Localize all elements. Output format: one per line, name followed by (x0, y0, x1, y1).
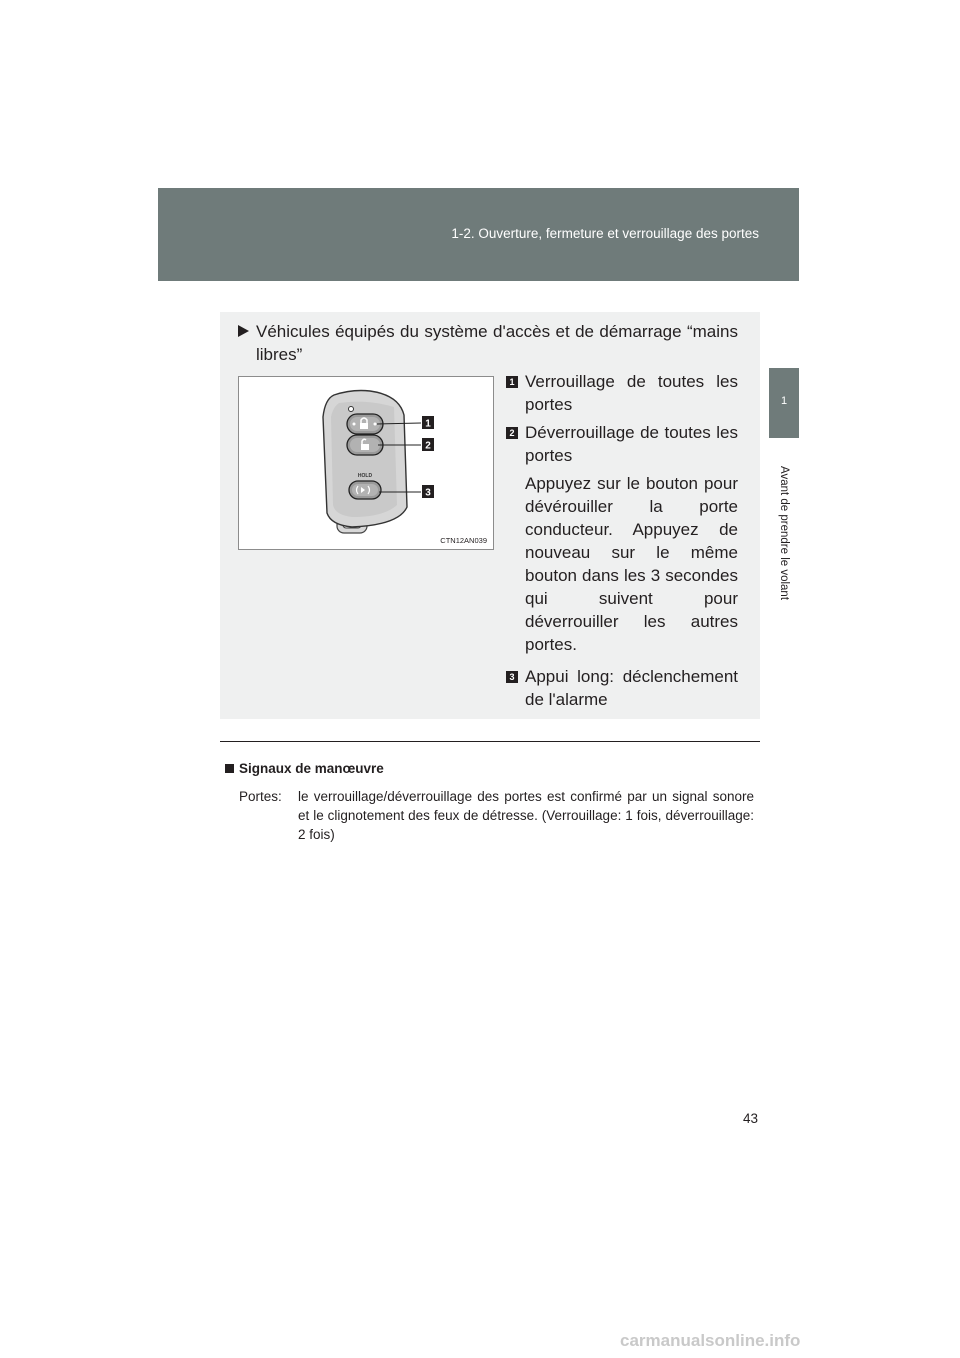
item-text: Appui long: déclenchement de l'alarme (525, 667, 738, 709)
description-list (509, 370, 738, 711)
note-label: Portes: (239, 789, 282, 804)
triangle-marker-icon (238, 325, 249, 337)
item-number: 2 (506, 427, 518, 439)
figure-code: CTN12AN039 (440, 536, 487, 545)
page-number: 43 (743, 1111, 759, 1126)
chapter-tab (769, 368, 799, 438)
section-title: 1-2. Ouverture, fermeture et verrouillage des portes (451, 226, 759, 241)
item-text: Verrouillage de toutes les portes (525, 372, 738, 414)
key-fob-figure (238, 376, 494, 550)
chapter-number: 1 (780, 395, 788, 407)
list-item (509, 421, 738, 656)
square-marker-icon (225, 764, 234, 773)
callout-2: 2 (425, 440, 431, 452)
chapter-label: Avant de prendre le volant (778, 465, 790, 601)
callout-3: 3 (425, 487, 431, 499)
hold-label: HOLD (357, 473, 373, 479)
list-item (509, 665, 738, 711)
item-subtext: Appuyez sur le bouton pour dévérouiller la porte conducteur. Appuyez de nouveau sur le même bouton dans les 3 secondes qui suivent pour déverrouiller les autres portes. (525, 474, 738, 654)
divider (220, 741, 760, 742)
key-fob-illustration (239, 377, 493, 549)
notes-heading-text: Signaux de manœuvre (239, 761, 384, 776)
notes-heading (225, 761, 384, 776)
item-number: 3 (506, 671, 518, 683)
header-bar (158, 188, 799, 281)
note-text: le verrouillage/déverrouillage des portes est confirmé par un signal sonore et le clignotement des feux de détresse. (Verrouillage: 1 fois, déverrouillage: 2 fois) (298, 789, 754, 842)
box-heading: Véhicules équipés du système d'accès et de démarrage “mains libres” (256, 322, 738, 364)
callout-1: 1 (425, 418, 431, 430)
item-number: 1 (506, 376, 518, 388)
watermark: carmanualsonline.info (620, 1331, 801, 1350)
list-item (509, 370, 738, 416)
item-text: Déverrouillage de toutes les portes (525, 423, 738, 465)
info-box (220, 312, 760, 719)
